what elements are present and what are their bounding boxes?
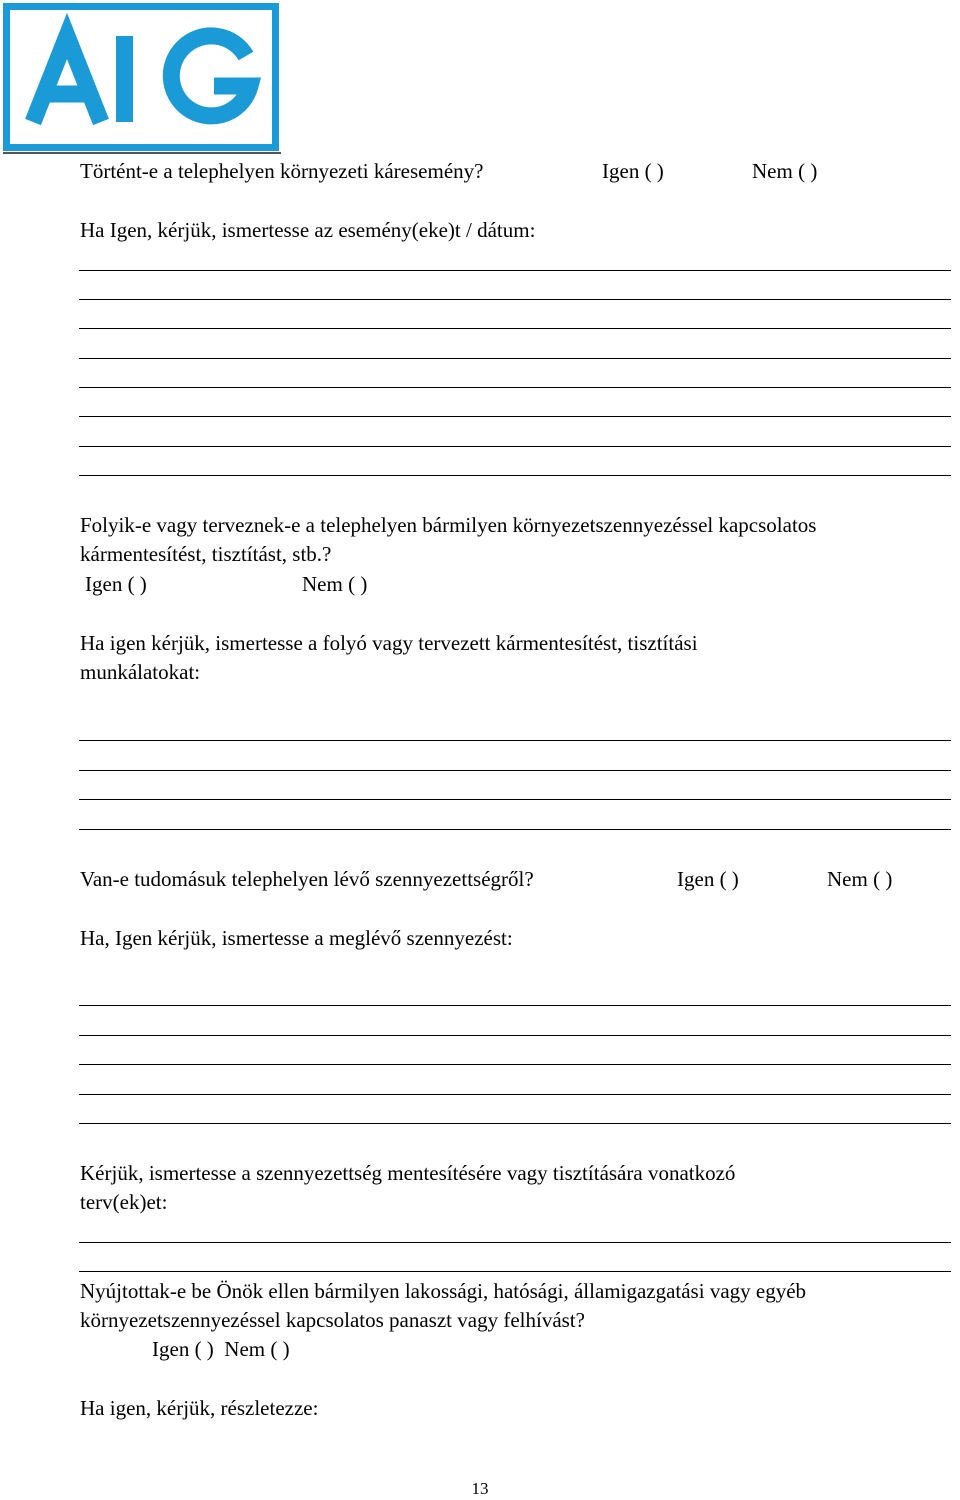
q1-followup: Ha Igen, kérjük, ismertesse az esemény(eke)t / dátum: xyxy=(80,218,536,242)
answer-line[interactable] xyxy=(79,770,951,771)
answer-line[interactable] xyxy=(79,1271,951,1272)
answer-line[interactable] xyxy=(79,416,951,417)
answer-line[interactable] xyxy=(79,270,951,271)
answer-line[interactable] xyxy=(79,358,951,359)
answer-line[interactable] xyxy=(79,740,951,741)
q2-question-line1: Folyik-e vagy terveznek-e a telephelyen bármilyen környezetszennyezéssel kapcsolatos xyxy=(80,513,817,537)
q4-question-line2: terv(ek)et: xyxy=(80,1190,168,1214)
aig-logo-mark xyxy=(10,10,272,144)
q5-question-line1: Nyújtottak-e be Önök ellen bármilyen lakossági, hatósági, államigazgatási vagy egyéb xyxy=(80,1279,807,1303)
q5-followup: Ha igen, kérjük, részletezze: xyxy=(80,1396,319,1420)
answer-line[interactable] xyxy=(79,1242,951,1243)
q1-question: Történt-e a telephelyen környezeti káresemény? xyxy=(80,159,484,183)
logo-letter-g xyxy=(171,36,250,116)
q3-followup: Ha, Igen kérjük, ismertesse a meglévő szennyezést: xyxy=(80,926,513,950)
q1-yes-option[interactable]: Igen ( ) xyxy=(602,159,664,183)
q3-no-option[interactable]: Nem ( ) xyxy=(827,867,893,891)
answer-line[interactable] xyxy=(79,475,951,476)
answer-line[interactable] xyxy=(79,387,951,388)
q2-followup-line2: munkálatokat: xyxy=(80,660,201,684)
answer-line[interactable] xyxy=(79,299,951,300)
answer-line[interactable] xyxy=(79,1035,951,1036)
q2-question-line2: kármentesítést, tisztítást, stb.? xyxy=(80,542,332,566)
q3-question: Van-e tudomásuk telephelyen lévő szennyezettségről? xyxy=(80,867,534,891)
q5-question-line2: környezetszennyezéssel kapcsolatos panaszt vagy felhívást? xyxy=(80,1308,585,1332)
q4-question-line1: Kérjük, ismertesse a szennyezettség mentesítésére vagy tisztítására vonatkozó xyxy=(80,1161,736,1185)
answer-line[interactable] xyxy=(79,1094,951,1095)
answer-line[interactable] xyxy=(79,799,951,800)
q3-yes-option[interactable]: Igen ( ) xyxy=(677,867,739,891)
answer-line[interactable] xyxy=(79,1064,951,1065)
answer-line[interactable] xyxy=(79,1123,951,1124)
q1-no-option[interactable]: Nem ( ) xyxy=(752,159,818,183)
answer-line[interactable] xyxy=(79,1005,951,1006)
logo-letter-i xyxy=(116,36,133,122)
aig-logo xyxy=(3,3,279,151)
header-divider xyxy=(3,152,281,154)
answer-line[interactable] xyxy=(79,328,951,329)
q2-no-option[interactable]: Nem ( ) xyxy=(302,572,368,596)
answer-line[interactable] xyxy=(79,446,951,447)
logo-letter-a xyxy=(33,36,101,122)
answer-line[interactable] xyxy=(79,829,951,830)
q2-followup-line1: Ha igen kérjük, ismertesse a folyó vagy tervezett kármentesítést, tisztítási xyxy=(80,631,698,655)
page-number: 13 xyxy=(471,1479,489,1498)
q2-yes-option[interactable]: Igen ( ) xyxy=(85,572,147,596)
q5-answer-options[interactable]: Igen ( ) Nem ( ) xyxy=(152,1337,290,1361)
